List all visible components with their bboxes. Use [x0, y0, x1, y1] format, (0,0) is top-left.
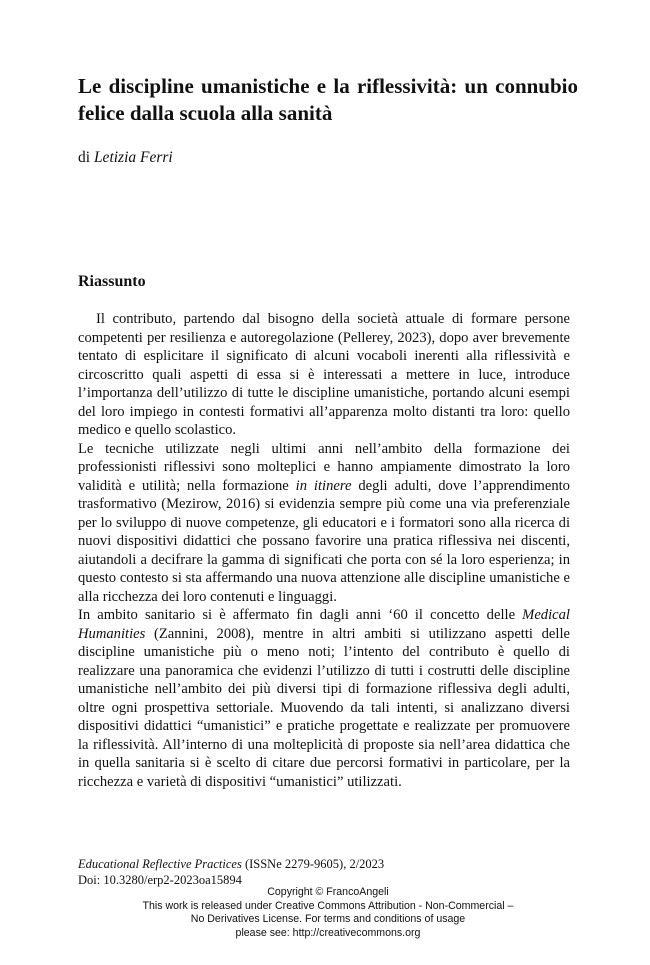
- author-prefix: di: [78, 149, 94, 166]
- journal-issue: (ISSNe 2279-9605), 2/2023: [241, 857, 385, 871]
- doi: Doi: 10.3280/erp2-2023oa15894: [78, 873, 242, 887]
- abstract-paragraph-2: [78, 440, 570, 607]
- abstract-p3-text-b: (Zannini, 2008), mentre in altri ambiti si utilizzano aspetti delle discipline umanistiche più o meno noti; l’intento del contributo è quello di realizzare una panoramica che evidenzi l’utilizzo di tutti i costrutti delle discipline umanistiche nell’ambito dei più diversi tipi di formazione riflessiva degli adulti, oltre ogni prospettiva settoriale. Muovendo da tali intenti, si analizzano diversi dispositivi didattici “umanistici” e pratiche progettate e realizzate per promuovere la riflessività. All’interno di una molteplicità di proposte sia nell’area didattica che in quella sanitaria si è scelto di citare due percorsi formativi in particolare, per la ricchezza e varietà di dispositivi “umanistici” utilizzati.: [78, 625, 570, 790]
- abstract-paragraph-3: [78, 606, 570, 791]
- author-line: [78, 148, 173, 168]
- abstract-p3-italic: Medical Humanities: [78, 607, 570, 642]
- copyright-line: Copyright © FrancoAngeli: [267, 886, 389, 898]
- abstract-body: [78, 310, 570, 791]
- license-line-2: No Derivatives License. For terms and conditions of usage: [190, 913, 466, 926]
- license-line-1: This work is released under Creative Commons Attribution - Non-Commercial –: [142, 899, 514, 912]
- abstract-p2-text-a: Le tecniche utilizzate negli ultimi anni nell’ambito della formazione dei professionisti riflessivi sono molteplici e hanno ampiamente dimostrato la loro validità e utilità; nella formazione: [78, 440, 570, 494]
- license-line-3: please see: http://creativecommons.org: [235, 927, 421, 940]
- journal-name: Educational Reflective Practices: [78, 857, 242, 871]
- license-notice: [78, 886, 578, 941]
- article-title: Le discipline umanistiche e la riflessività: un connubio felice dalla scuola alla sanità: [78, 74, 578, 125]
- author-name: Letizia Ferri: [93, 149, 173, 166]
- journal-citation: [78, 857, 384, 872]
- abstract-p2-text-b: degli adulti, dove l’apprendimento trasformativo (Mezirow, 2016) si evidenzia sempre più come una via preferenziale per lo sviluppo di nuove competenze, gli educatori e i formatori sono alla ricerca di nuovi dispositivi didattici che possano favorire una pratica riflessiva nei discenti, aiutandoli a decifrare la gamma di significati che porta con sé la loro esperienza; in questo contesto si sta affermando una nuova attenzione alle discipline umanistiche e alla ricchezza dei loro contenuti e linguaggi.: [78, 477, 570, 605]
- abstract-paragraph-1: Il contributo, partendo dal bisogno della società attuale di formare persone competenti per resilienza e autoregolazione (Pellerey, 2023), dopo aver brevemente tentato di esplicitare il significato di alcuni vocaboli inerenti alla riflessività e circoscritto quali aspetti di essa si è interessati a mettere in luce, introduce l’importanza dell’utilizzo di tutte le discipline umanistiche, portando alcuni esempi del loro impiego in contesti formativi all’apparenza molto distanti tra loro: quello medico e quello scolastico.: [78, 311, 570, 438]
- abstract-heading: Riassunto: [78, 273, 146, 290]
- abstract-p2-italic: in itinere: [295, 477, 352, 494]
- abstract-p3-text-a: In ambito sanitario si è affermato fin dagli anni ‘60 il concetto delle: [78, 607, 523, 623]
